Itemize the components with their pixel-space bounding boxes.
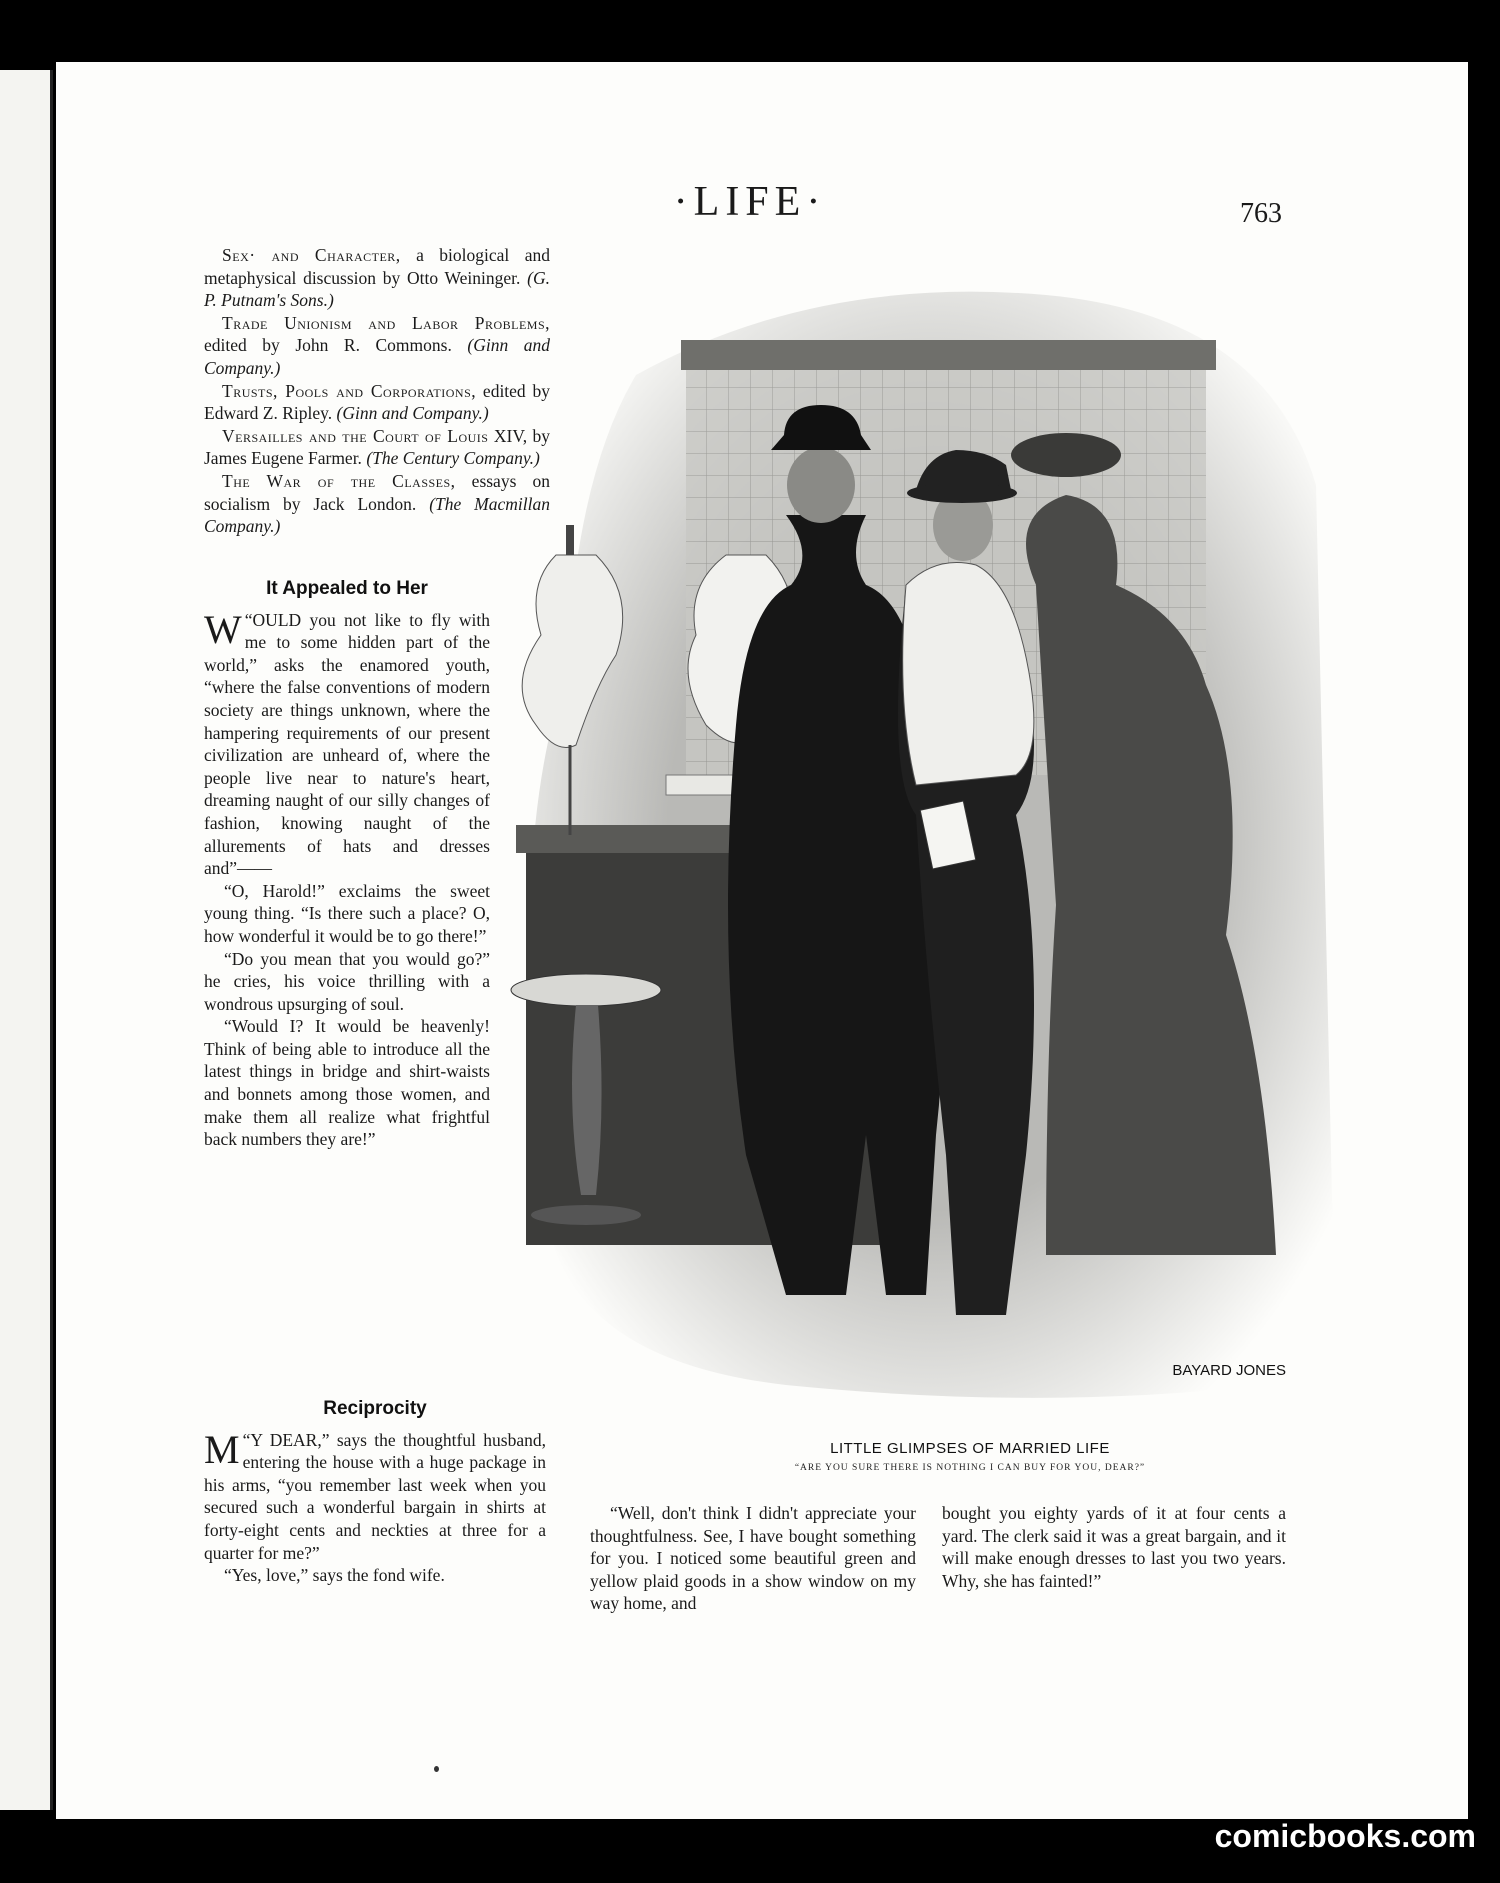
facing-page-edge — [0, 70, 53, 1810]
story-it-appealed-to-her — [204, 578, 490, 1151]
story-continuation-column — [590, 1502, 916, 1615]
illustration-shop-scene — [486, 255, 1346, 1405]
book-entry: Trusts, Pools and Corporations, edited by Edward Z. Ripley. (Ginn and Company.) — [204, 380, 550, 424]
book-entry: Trade Unionism and Labor Problems, edited by John R. Commons. (Ginn and Company.) — [204, 312, 551, 378]
story-paragraph: “ W OULD you not like to fly with me to some hidden part of the world,” asks the enamored youth, “where the false conventions of modern society are things unknown, where the hampering requirements of our present civilization are unheard of, where the people live near to nature's heart, dreaming naught of our silly changes of fashion, knowing naught of the allurements of hats and dresses and”—— — [204, 606, 490, 879]
story-paragraph: “Yes, love,” says the fond wife. — [224, 1565, 445, 1586]
site-watermark: comicbooks.com — [1214, 1818, 1476, 1854]
magazine-title: ·LIFE· — [673, 179, 827, 225]
caption-title: LITTLE GLIMPSES OF MARRIED LIFE — [830, 1440, 1110, 1457]
page-number: 763 — [1240, 198, 1282, 229]
story-paragraph: “O, Harold!” exclaims the sweet young thing. “Is there such a place? O, how wonderful it would be to go there!” — [204, 880, 490, 946]
drop-cap: M — [204, 1426, 240, 1472]
story-paragraph: “Well, don't think I didn't appreciate your thoughtfulness. See, I have bought something for you. I noticed some beautiful green and yellow plaid goods in a show window on my way home, and — [590, 1503, 916, 1614]
page-speck — [434, 1766, 439, 1772]
story-paragraph: “Do you mean that you would go?” he cries, his voice thrilling with a wondrous upsurging of soul. — [204, 948, 490, 1014]
book-entry: The War of the Classes, essays on socialism by Jack London. (The Macmillan Company.) — [204, 470, 550, 537]
story-paragraph: bought you eighty yards of it at four cents a yard. The clerk said it was a great bargain, and it will make enough dresses to last you two years. Why, she has fainted!” — [942, 1503, 1286, 1591]
story-heading: It Appealed to Her — [266, 578, 428, 599]
story-continuation-column — [942, 1502, 1286, 1592]
drop-cap: W — [204, 606, 242, 652]
caption-subtitle: “ARE YOU SURE THERE IS NOTHING I CAN BUY FOR YOU, DEAR?” — [794, 1463, 1146, 1473]
story-heading: Reciprocity — [323, 1398, 427, 1419]
story-reciprocity — [204, 1398, 546, 1587]
book-entry: Versailles and the Court of Louis XIV, by James Eugene Farmer. (The Century Company.) — [204, 425, 550, 469]
book-entry: Sex· and Character, a biological and metaphysical discussion by Otto Weininger. (G. P. Putnam's Sons.) — [204, 245, 550, 311]
illustration-caption — [560, 1440, 1380, 1473]
story-paragraph: “ M Y DEAR,” says the thoughtful husband, entering the house with a huge package in his arms, “you remember last week when you secured such a wonderful bargain in shirts at forty-eight cents and neckties at three for a quarter for me?” — [204, 1426, 546, 1563]
story-paragraph: “Would I? It would be heavenly! Think of being able to introduce all the latest things in bridge and shirt-waists and bonnets among those women, and make them all realize what frightful back numbers they are!” — [204, 1016, 490, 1150]
artist-signature: BAYARD JONES — [1172, 1362, 1286, 1379]
